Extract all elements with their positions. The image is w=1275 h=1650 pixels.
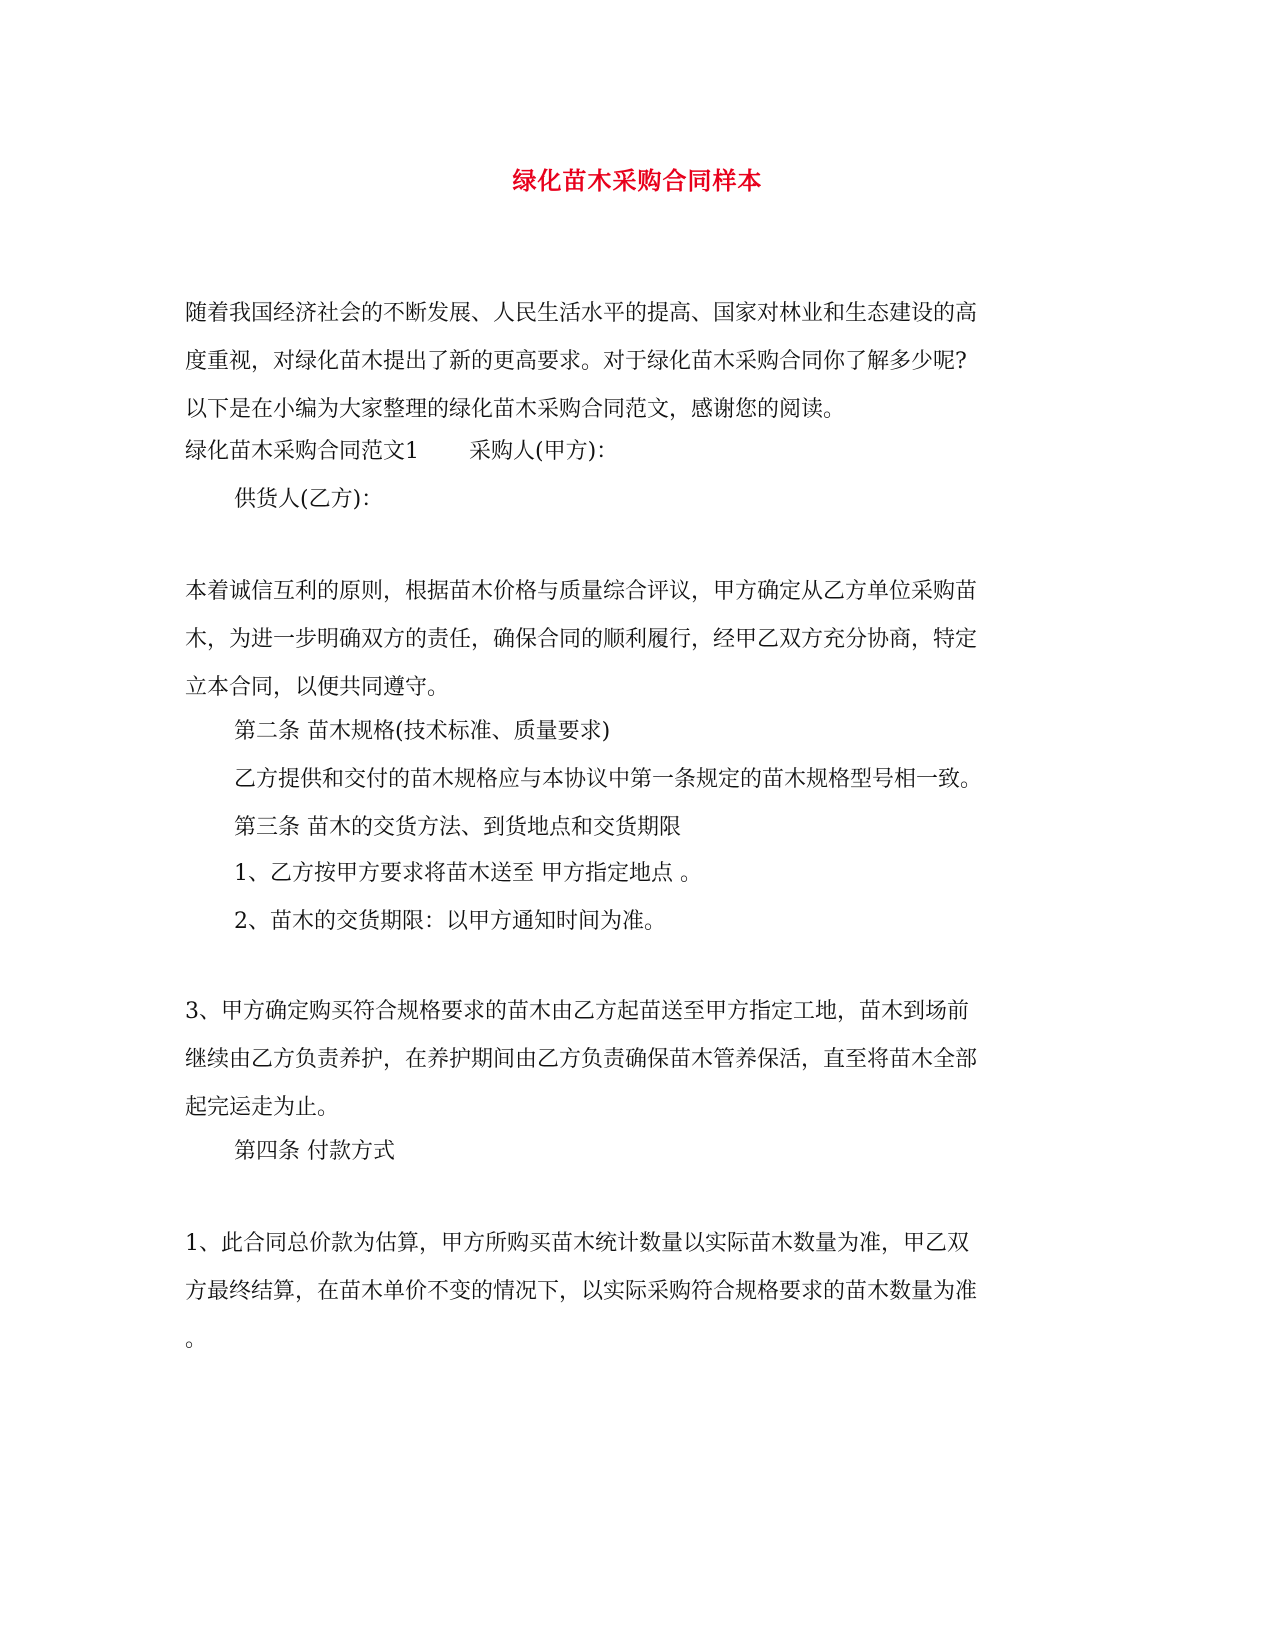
principle-line: 立本合同，以便共同遵守。 — [185, 675, 450, 700]
document-title: 绿化苗木采购合同样本 — [512, 166, 763, 195]
article4-item1-paragraph — [185, 1220, 1090, 1364]
sample-heading-line — [185, 428, 1090, 476]
intro-line: 度重视，对绿化苗木提出了新的更高要求。对于绿化苗木采购合同你了解多少呢? — [185, 349, 967, 374]
intro-line: 以下是在小编为大家整理的绿化苗木采购合同范文，感谢您的阅读。 — [185, 397, 846, 422]
article4-heading: 第四条 付款方式 — [234, 1139, 395, 1164]
article3-item1: 1、乙方按甲方要求将苗木送至 甲方指定地点 。 — [234, 861, 702, 886]
principle-line: 木，为进一步明确双方的责任，确保合同的顺利履行，经甲乙双方充分协商，特定 — [185, 627, 978, 652]
article4-item1-line: 。 — [185, 1327, 208, 1352]
article3-item2: 2、苗木的交货期限：以甲方通知时间为准。 — [234, 909, 666, 934]
intro-paragraph — [185, 290, 1090, 434]
article4-item1-line: 1、此合同总价款为估算，甲方所购买苗木统计数量以实际苗木数量为准，甲乙双 — [185, 1231, 969, 1256]
sample-heading: 绿化苗木采购合同范文1 — [185, 439, 419, 464]
supplier-line — [185, 476, 1139, 524]
supplier-label: 供货人(乙方)： — [234, 487, 384, 512]
principle-paragraph — [185, 568, 1090, 712]
article3-item3-line: 继续由乙方负责养护，在养护期间由乙方负责确保苗木管养保活，直至将苗木全部 — [185, 1047, 978, 1072]
article3-item3-paragraph — [185, 988, 1090, 1132]
buyer-label: 采购人(甲方)： — [469, 439, 619, 464]
principle-line: 本着诚信互利的原则，根据苗木价格与质量综合评议，甲方确定从乙方单位采购苗 — [185, 579, 978, 604]
article3-item3-line: 起完运走为止。 — [185, 1095, 340, 1120]
article2-heading: 第二条 苗木规格(技术标准、质量要求) — [234, 719, 611, 744]
article4-item1-line: 方最终结算，在苗木单价不变的情况下，以实际采购符合规格要求的苗木数量为准 — [185, 1279, 978, 1304]
article3-heading: 第三条 苗木的交货方法、到货地点和交货期限 — [234, 815, 681, 840]
article2-text: 乙方提供和交付的苗木规格应与本协议中第一条规定的苗木规格型号相一致。 — [234, 767, 983, 792]
article3-item3-line: 3、甲方确定购买符合规格要求的苗木由乙方起苗送至甲方指定工地，苗木到场前 — [185, 999, 969, 1024]
intro-line: 随着我国经济社会的不断发展、人民生活水平的提高、国家对林业和生态建设的高 — [185, 301, 978, 326]
